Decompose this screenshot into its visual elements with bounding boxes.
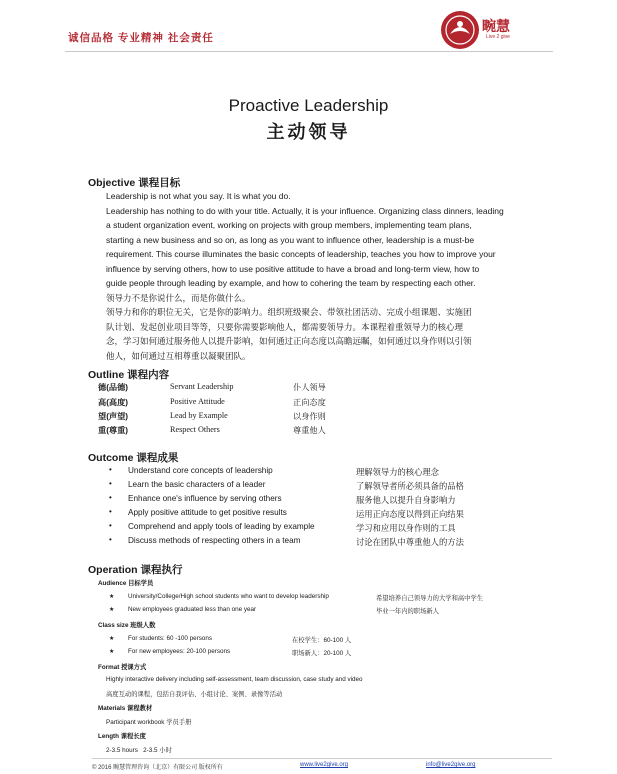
outcome-item-en: Discuss methods of respecting others in a team [128, 536, 301, 545]
outline-row-cn2: 尊重他人 [293, 426, 326, 435]
objective-line: 领导力和你的职位无关，它是你的影响力。组织班级聚会、带领社团活动、完成小组课题、实施团 [106, 307, 472, 317]
outline-row-cn: 德(品德) [98, 383, 129, 392]
footer-copyright: © 2016 畹慧管理咨询（北京）有限公司 版权所有 [92, 765, 223, 771]
outline-row-cn: 高(高度) [98, 398, 129, 407]
outline-row-cn2: 正向态度 [293, 398, 326, 407]
bullet-icon: • [109, 479, 112, 488]
objective-text [106, 189, 546, 363]
outcome-item-en: Apply positive attitude to get positive results [128, 508, 287, 517]
footer-website-link[interactable]: www.live2give.org [300, 762, 349, 768]
objective-line: starting a new business and so on, as long as you want to influence other, leadership is a must-be [106, 234, 475, 245]
class-size-item-cn: 在校学生：60-100 人 [292, 637, 352, 644]
class-size-item-en: For students: 60 -100 persons [128, 635, 213, 642]
outline-row-cn2: 仆人领导 [293, 383, 326, 392]
objective-line: requirement. This course illuminates the basic concepts of leadership, teaches you how to improve your [106, 249, 496, 259]
objective-line: influence by serving others, how to use positive attitude to have a broad and long-term view, how to [106, 263, 480, 274]
page-subtitle: 主动领导 [266, 122, 351, 142]
bullet-icon: • [109, 507, 112, 516]
objective-line: 领导力不是你说什么，而是你做什么。 [106, 292, 251, 303]
star-icon: ★ [109, 636, 115, 642]
outcome-item-cn: 讨论在团队中尊重他人的方法 [356, 537, 464, 547]
page-title: Proactive Leadership [228, 96, 389, 115]
audience-item-cn: 毕业一年内的职场新人 [376, 608, 439, 615]
class-size-item-en: For new employees: 20-100 persons [128, 648, 231, 655]
operation-heading: Operation 课程执行 [88, 564, 183, 576]
outcome-item-cn: 学习和应用以身作则的工具 [356, 523, 456, 533]
bullet-icon: • [109, 521, 112, 530]
star-icon: ★ [109, 594, 115, 600]
objective-line: guide people through leading by example, and how to cohering the team by respecting each other. [106, 278, 476, 288]
objective-line: Leadership is not what you say. It is what you do. [106, 191, 291, 201]
logo-name: 畹慧 [482, 18, 510, 34]
outcome-item-en: Learn the basic characters of a leader [128, 480, 266, 489]
class-size-item-cn: 职场新人：20-100 人 [292, 650, 352, 657]
audience-item-en: University/College/High school students who want to develop leadership [128, 593, 329, 600]
outline-row-en: Lead by Example [170, 411, 228, 420]
objective-line: 他人，如何通过互相尊重以凝聚团队。 [106, 350, 251, 361]
objective-line: 队计划、发起创业项目等等，只要你需要影响他人，都需要领导力。本课程着重领导力的核心理 [106, 321, 464, 332]
format-label: Format 授课方式 [98, 664, 147, 671]
materials-label: Materials 课程教材 [98, 705, 153, 712]
outline-row-cn: 重(尊重) [98, 426, 129, 435]
audience-label: Audience 目标学员 [98, 580, 154, 587]
header-slogan: 诚信品格 专业精神 社会责任 [68, 32, 214, 44]
length-label: Length 课程长度 [98, 733, 146, 740]
objective-heading: Objective 课程目标 [88, 177, 181, 189]
outline-row-en: Servant Leadership [170, 382, 234, 391]
logo-tagline: Live 2 give [486, 34, 510, 40]
outcome-item-cn: 运用正向态度以得到正向结果 [356, 509, 464, 519]
outline-row-en: Respect Others [170, 425, 220, 434]
outline-heading: Outline 课程内容 [88, 369, 170, 381]
audience-item-cn: 希望培养自己领导力的大学和高中学生 [376, 595, 484, 602]
materials-value: Participant workbook 学员手册 [106, 719, 192, 726]
objective-line: a student organization event, working on projects with group members, implementing team plans, [106, 220, 472, 230]
bullet-icon: • [109, 465, 112, 474]
header-divider [65, 51, 553, 52]
outcome-heading: Outcome 课程成果 [88, 452, 179, 464]
footer-divider [92, 758, 552, 759]
objective-line: 念，学习如何通过服务他人以提升影响，如何通过正向态度以高瞻远瞩，如何通过以身作则以引领 [106, 336, 472, 346]
star-icon: ★ [109, 649, 115, 655]
outline-row-en: Positive Attitude [170, 397, 225, 406]
outcome-item-cn: 服务他人以提升自身影响力 [356, 495, 456, 505]
audience-item-en: New employees graduated less than one year [128, 606, 257, 613]
outcome-item-en: Enhance one's influence by serving others [128, 494, 282, 503]
outcome-item-en: Comprehend and apply tools of leading by example [128, 522, 315, 531]
format-text-cn: 高度互动的课程，包括自我评估、小组讨论、案例、录像等活动 [106, 691, 283, 698]
outcome-item-cn: 了解领导者所必须具备的品格 [356, 481, 464, 491]
format-text-en: Highly interactive delivery including self-assessment, team discussion, case study and video [106, 676, 363, 683]
bullet-icon: • [109, 535, 112, 544]
footer-email-link[interactable]: info@live2give.org [426, 762, 476, 768]
bullet-icon: • [109, 493, 112, 502]
outline-row-cn2: 以身作则 [293, 412, 326, 421]
outline-row-cn: 望(声望) [98, 412, 129, 421]
logo-emblem-icon [440, 10, 480, 50]
outcome-item-en: Understand core concepts of leadership [128, 466, 273, 475]
objective-line: Leadership has nothing to do with your title. Actually, it is your influence. Organizing class dinners, leading [106, 205, 504, 216]
star-icon: ★ [109, 607, 115, 613]
length-value: 2-3.5 hours 2-3.5 小时 [106, 747, 172, 754]
class-size-label: Class size 班级人数 [98, 622, 156, 629]
outcome-item-cn: 理解领导力的核心理念 [356, 467, 439, 477]
